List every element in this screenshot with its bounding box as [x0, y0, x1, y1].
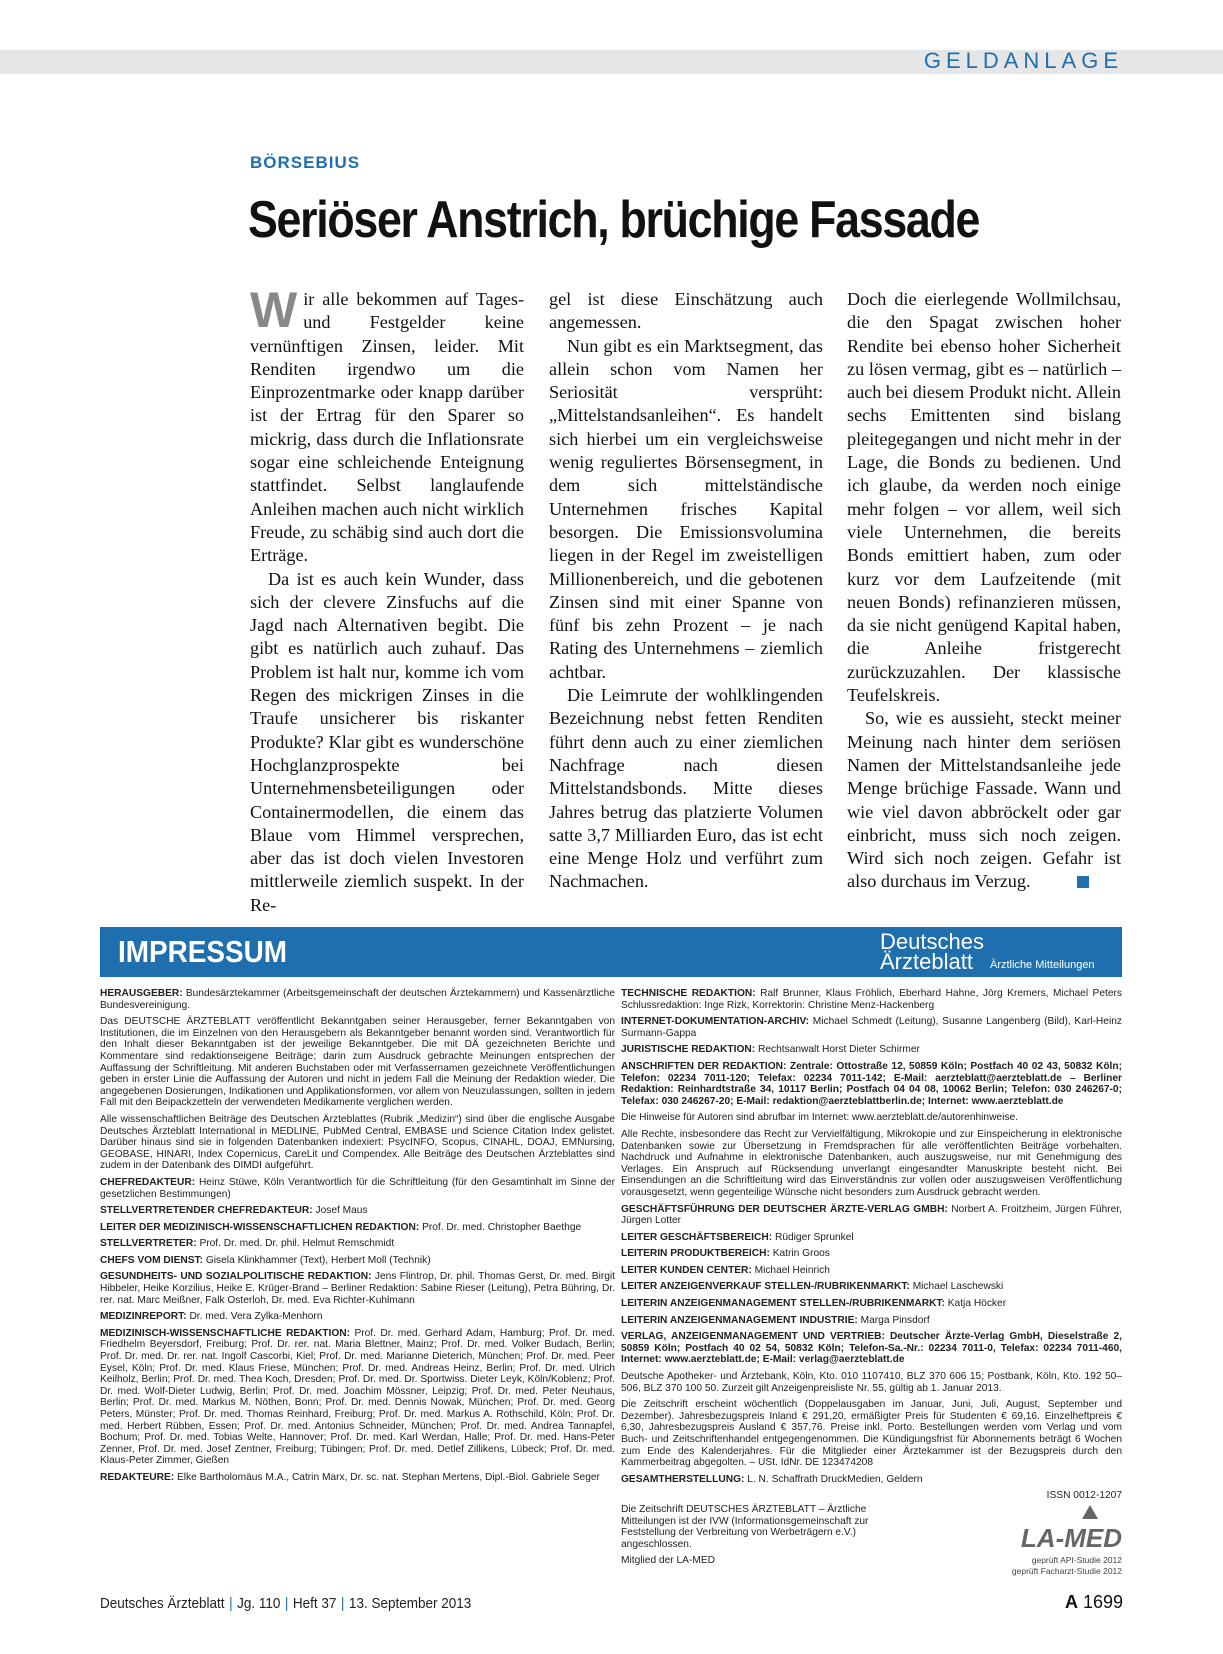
impressum-text: Norbert A. Froitzheim, Jürgen Führer, Jürgen Lotter: [621, 1203, 1122, 1227]
impressum-text: Deutsche Apotheker- und Ärztebank, Köln, Kto. 010 1107410, BLZ 370 606 15; Postbank, Köln, Kto. 192 50–506, BLZ 370 100 50. Zurzeit gilt Anzeigenpreisliste Nr. 55, gültig ab 1. Januar 2013.: [621, 1371, 1122, 1394]
impressum-entry: [621, 1044, 1122, 1056]
impressum-label: MEDIZINREPORT:: [100, 1311, 187, 1323]
page-number: [1065, 1592, 1123, 1613]
logo-line-1: Deutsches: [880, 929, 984, 954]
paragraph: gel ist diese Einschätzung auch angemessen.: [549, 289, 823, 333]
impressum-entry: [621, 1474, 1122, 1486]
article-column-1: [250, 282, 524, 917]
lamed-study-1: geprüft API-Studie 2012: [1031, 1555, 1122, 1565]
impressum-text: Michael Laschewski: [912, 1281, 1004, 1293]
impressum-text: Katrin Groos: [772, 1248, 830, 1260]
impressum-label: JURISTISCHE REDAKTION:: [621, 1044, 756, 1056]
impressum-entry: [100, 1271, 615, 1306]
page-prefix: A: [1064, 1592, 1078, 1612]
impressum-entry: [621, 1399, 1122, 1469]
impressum-text: Jens Flintrop, Dr. phil. Thomas Gerst, Dr. med. Birgit Hibbeler, Heike Korzilius, Heike E. Krüger-Brand – Berliner Redaktion: Sabine Rieser (Leitung), Petra Bühring, Dr. rer. nat. Marc Meißner, Falk Osterloh, Dr. med. Eva Richter-Kuhlmann: [100, 1271, 615, 1306]
impressum-entry: [621, 1281, 1122, 1293]
impressum-text: Dr. med. Vera Zylka-Menhorn: [189, 1311, 323, 1323]
impressum-text: Michael Schmedt (Leitung), Susanne Langenberg (Bild), Karl-Heinz Surmann-Gappa: [621, 1016, 1122, 1039]
impressum-entry: [100, 1472, 615, 1484]
impressum-text: Prof. Dr. med. Gerhard Adam, Hamburg; Prof. Dr. med. Friedhelm Beyersdorf, Freiburg; Prof. Dr. rer. nat. Maria Blettner, Mainz; Prof. Dr. med. Volker Budach, Berlin; Prof. Dr. med. Dr. rer. nat. Ingolf Cascorbi, Kiel; Prof. Dr. med. Marianne Dieterich, München; Prof. Dr. med. Peer Eysel, Köln; Prof. Dr. med. Klaus Friese, München; Prof. Dr. med. Andreas Heinz, Berlin; Prof. Dr. med. Ulrich Keilholz, Berlin; Prof. Dr. med. Thea Koch, Dresden; Prof. Dr. med. Dr. Sportwiss. Dieter Leyk, Köln/Koblenz; Prof. Dr. med. Wolf-Dieter Ludwig, Berlin; Prof. Dr. med. Joachim Mössner, Leipzig; Prof. Dr. med. Peter Neuhaus, Berlin; Prof. Dr. med. Markus M. Nöthen, Bonn; Prof. Dr. med. Dennis Nowak, München; Prof. Dr. med. Georg Peters, Münster; Prof. Dr. med. Thomas Reinhard, Freiburg; Prof. Dr. med. Markus A. Rothschild, Köln; Prof. Dr. med. Herbert Rübben, Essen; Prof. Dr. med. Antonius Schneider, München; Prof. Dr. med. Andrea Tannapfel, Bochum; Prof. Dr. med. Tobias Welte, Hannover; Prof. Dr. med. Karl Werdan, Halle; Prof. Dr. med. Hans-Peter Zenner, Prof. Dr. med. Josef Zentner, Freiburg; Tübingen; Prof. Dr. med. Detlef Zillikens, Lübeck; Prof. Dr. med. Klaus-Peter Zimmer, Gießen: [100, 1327, 615, 1467]
impressum-entry: [621, 988, 1122, 1011]
impressum-entry: [100, 1016, 615, 1109]
impressum-entry: [621, 1248, 1122, 1260]
lamed-member: Mitglied der LA-MED: [621, 1555, 715, 1567]
impressum-text: Gisela Klinkhammer (Text), Herbert Moll (Technik): [205, 1254, 431, 1266]
article-title: Seriöser Anstrich, brüchige Fassade: [248, 191, 980, 249]
impressum-entry: [621, 1232, 1122, 1244]
impressum-right-column: [621, 988, 1122, 1572]
impressum-label: STELLVERTRETENDER CHEFREDAKTEUR:: [100, 1205, 313, 1217]
impressum-entry: [100, 1238, 615, 1250]
impressum-text: L. N. Schaffrath DruckMedien, Geldern: [747, 1473, 923, 1485]
ivw-note: Die Zeitschrift DEUTSCHES ÄRZTEBLATT – Ärztliche Mitteilungen ist der IVW (Informationsgemeinschaft zur Feststellung der Verbreitung von Werbeträgern e.V.) angeschlossen.: [621, 1503, 869, 1550]
impressum-label: TECHNISCHE REDAKTION:: [621, 988, 756, 999]
impressum-label: LEITERIN ANZEIGENMANAGEMENT INDUSTRIE:: [621, 1314, 858, 1326]
lamed-logo: LA-MED: [1020, 1523, 1122, 1553]
impressum-entry: [621, 1129, 1122, 1199]
impressum-text: Die Zeitschrift erscheint wöchentlich (Doppelausgaben im Januar, Juni, Juli, August, September und Dezember). Jahresbezugspreis Inland € 291,20, ermäßigter Preis für Studenten € 69,16. Einzelheftpreis € 6,30, Jahresbezugspreis Ausland € 357,76. Preise inkl. Porto. Bestellungen werden vom Verlag und vom Buch- und Zeitschriftenhandel entgegengenommen. Die Kündigungsfrist für Abonnements beträgt 6 Wochen zum Ende des Kalenderjahres. Für die Mitglieder einer Ärztekammer ist der Bezugspreis durch den Kammerbeitrag abgegolten. – USt. IdNr. DE 123474208: [621, 1399, 1122, 1469]
logo-line-2: Ärzteblatt: [880, 949, 973, 974]
footer-volume: Jg. 110: [237, 1595, 281, 1612]
issn: ISSN 0012-1207: [1046, 1490, 1122, 1502]
paragraph: Nun gibt es ein Marktsegment, das allein schon vom Namen her Seriosität versprüht: „Mittelstandsanleihen“. Es handelt sich hierbei um ein vergleichsweise wenig reguliertes Börsensegment, in dem sich mittelständische Unternehmen frisches Kapital besorgen. Die Emissionsvolumina liegen in der Regel im zweistelligen Millionenbereich, und die gebotenen Zinsen sind mit einer Spanne von fünf bis zehn Prozent – je nach Rating des Unternehmens – ziemlich achtbar.: [549, 335, 823, 682]
impressum-text: Alle Rechte, insbesondere das Recht zur Vervielfältigung, Mikrokopie und zur Einspeicherung in elektronische Datenbanken sowie zur Übersetzung in Fremdsprachen für alle veröffentlichten Beiträge vorbehalten. Nachdruck und Aufnahme in elektronische Datenbanken, auch auszugsweise, nur mit Genehmigung des Verlages. Ein Anspruch auf Rücksendung unverlangt eingesandter Manuskripte besteht nicht. Bei Einsendungen an die Schriftleitung wird das Einverständnis zur vollen oder auszugsweisen Veröffentlichung vorausgesetzt, wenn gegenteilige Wünsche nicht besonders zum Ausdruck gebracht werden.: [621, 1128, 1122, 1198]
impressum-entry: [100, 988, 615, 1011]
impressum-label: LEITER KUNDEN CENTER:: [621, 1264, 752, 1276]
impressum-label: STELLVERTRETER:: [100, 1238, 197, 1250]
impressum-entry: [100, 1255, 615, 1267]
impressum-text: Josef Maus: [315, 1205, 368, 1217]
impressum-entry: [100, 1222, 615, 1234]
impressum-entry: [621, 1061, 1122, 1107]
impressum-text: Prof. Dr. med. Christopher Baethge: [422, 1221, 582, 1233]
dropcap: W: [250, 282, 298, 338]
impressum-text: Rechtsanwalt Horst Dieter Schirmer: [758, 1044, 920, 1056]
impressum-text: Heinz Stüwe, Köln Verantwortlich für die Schriftleitung (für den Gesamtinhalt im Sinne der gesetzlichen Bestimmungen): [100, 1176, 615, 1200]
impressum-text: Marga Pinsdorf: [860, 1314, 930, 1326]
lamed-study-2: geprüft Facharzt-Studie 2012: [1011, 1566, 1122, 1576]
impressum-text: Bundesärztekammer (Arbeitsgemeinschaft der deutschen Ärztekammern) und Kassenärztliche Bundesvereinigung.: [100, 988, 615, 1011]
impressum-label: LEITERIN ANZEIGENMANAGEMENT STELLEN-/RUBRIKENMARKT:: [621, 1298, 945, 1310]
impressum-entry: [621, 1315, 1122, 1327]
impressum-text: Die Hinweise für Autoren sind abrufbar im Internet: www.aerzteblatt.de/autorenhinweise.: [621, 1112, 1018, 1124]
article-column-2: [549, 288, 823, 894]
impressum-entry: [621, 1298, 1122, 1310]
impressum-label: GESUNDHEITS- UND SOZIALPOLITISCHE REDAKTION:: [100, 1271, 372, 1283]
impressum-entry: [100, 1311, 615, 1323]
impressum-label: GESAMTHERSTELLUNG:: [621, 1473, 745, 1485]
footer-journal: Deutsches Ärzteblatt: [100, 1595, 225, 1612]
article-column-3: [847, 288, 1121, 894]
end-mark-icon: [1077, 876, 1089, 888]
impressum-label: GESCHÄFTSFÜHRUNG DER DEUTSCHER ÄRZTE-VERLAG GMBH:: [621, 1203, 948, 1215]
impressum-text: Alle wissenschaftlichen Beiträge des Deutschen Ärzteblattes (Rubrik „Medizin“) sind über die englische Ausgabe Deutsches Ärzteblatt International in MEDLINE, PubMed Central, EMBASE und Science Citation Index gelistet. Darüber hinaus sind sie in folgenden Datenbanken indexiert: PsycINFO, Scopus, CINAHL, DOAJ, EMNursing, GEOBASE, HINARI, Index Copernicus, CareLit und Compendex. Alle Beiträge des Deutschen Ärzteblattes sind zudem in der Datenbank des DIMDI aufgeführt.: [100, 1113, 615, 1172]
impressum-entry: [100, 1205, 615, 1217]
impressum-entry: [100, 1114, 615, 1172]
impressum-text: Prof. Dr. med. Dr. phil. Helmut Remschmidt: [199, 1238, 395, 1250]
impressum-entry: [100, 1328, 615, 1467]
impressum-entry: [621, 1331, 1122, 1366]
impressum-entry: [621, 1265, 1122, 1277]
paragraph: Doch die eierlegende Wollmilchsau, die den Spagat zwischen hoher Rendite bei ebenso hoher Sicherheit zu lösen vermag, gibt es – natürlich – auch bei diesem Produkt nicht. Allein sechs Emittenten sind bislang pleitegegangen und nicht mehr in der Lage, die Bonds zu bedienen. Und ich glaube, da werden noch einige mehr folgen – vor allem, weil sich viele Unternehmen, die bereits Bonds emittiert haben, zum oder kurz vor dem Laufzeitende (mit neuen Bonds) refinanzieren müssen, da sie nicht genügend Kapital haben, die Anleihe fristgerecht zurückzuzahlen. Der klassische Teufelskreis.: [847, 289, 1121, 706]
paragraph-text: So, wie es aussieht, steckt meiner Meinung nach hinter dem seriösen Namen der Mittelstandsanleihe jede Menge brüchige Fassade. Wann und wie viel davon abbröckelt oder gar einbricht, muss sich noch zeigen. Wird sich noch zeigen. Gefahr ist also durchaus im Verzug.: [847, 708, 1121, 892]
page-value: 1699: [1082, 1592, 1123, 1612]
footer-date: 13. September 2013: [348, 1595, 472, 1612]
impressum-entry: [621, 1371, 1122, 1394]
impressum-entry: [621, 1204, 1122, 1227]
impressum-label: MEDIZINISCH-WISSENSCHAFTLICHE REDAKTION:: [100, 1327, 351, 1339]
journal-logo: [872, 927, 1122, 977]
paragraph: Die Leimrute der wohlklingenden Bezeichnung nebst fetten Renditen führt denn auch zu einer ziemlichen Nachfrage nach diesen Mittelstandsbonds. Mitte dieses Jahres betrug das platzierte Volumen satte 3,7 Milliarden Euro, das ist echt eine Menge Holz und verführt zum Nachmachen.: [549, 685, 823, 892]
impressum-text: Elke Bartholomäus M.A., Catrin Marx, Dr. sc. nat. Stephan Mertens, Dipl.-Biol. Gabriele Seger: [177, 1471, 600, 1483]
impressum-text: Ralf Brunner, Klaus Fröhlich, Eberhard Hahne, Jörg Kremers, Michael Peters Schlussredaktion: Inge Rizk, Korrektorin: Christine Menz-Hackenberg: [621, 988, 1122, 1011]
impressum-label: LEITER GESCHÄFTSBEREICH:: [621, 1231, 773, 1243]
impressum-label: LEITER DER MEDIZINISCH-WISSENSCHAFTLICHEN REDAKTION:: [100, 1221, 420, 1233]
impressum-label: VERLAG, ANZEIGENMANAGEMENT UND VERTRIEB: Deutscher Ärzte-Verlag GmbH, Dieselstraße 2, 50859 Köln; Postfach 40 02 54, 50832 Köln; Telefon-Sa.-Nr.: 02234 7011-0, Telefax: 02234 7011-460, Internet: www.aerzteblatt.de; E-Mail: verlag@aerzteblatt.de: [621, 1331, 1122, 1366]
impressum-text: Michael Heinrich: [754, 1264, 830, 1276]
paragraph: Da ist es auch kein Wunder, dass sich der clevere Zinsfuchs auf die Jagd nach Alternativen begibt. Die gibt es natürlich auch zuhauf. Das Problem ist halt nur, komme ich vom Regen des mickrigen Zinses in die Traufe unsicherer bis riskanter Produkte? Klar gibt es wunderschöne Hochglanzprospekte bei Unternehmensbeteiligungen oder Containermodellen, die einem das Blaue vom Himmel versprechen, aber das ist doch vielen Investoren mittlerweile ziemlich suspekt. In der Re-: [250, 568, 524, 915]
section-tag: GELDANLAGE: [923, 48, 1123, 73]
impressum-label: INTERNET-DOKUMENTATION-ARCHIV:: [621, 1016, 810, 1028]
impressum-left-column: [100, 988, 615, 1489]
impressum-label: CHEFS VOM DIENST:: [100, 1254, 204, 1266]
impressum-label: LEITERIN PRODUKTBEREICH:: [621, 1248, 770, 1260]
impressum-text: Das DEUTSCHE ÄRZTEBLATT veröffentlicht Bekanntgaben seiner Herausgeber, ferner Bekanntgaben von Institutionen, die im Einzelnen von den Herausgebern als Bekanntgeber benannt worden sind. Verantwortlich für den Inhalt dieser Bekanntgaben ist der jeweilige Bekanntgeber. Die mit DÄ gezeichneten Berichte und Kommentare sind redaktionseigene Beiträge; darin zum Ausdruck gebrachte Meinungen entsprechen der Auffassung der Schriftleitung. Mit anderen Buchstaben oder mit Verfassernamen gezeichnete Veröffentlichungen geben in erster Linie die Auffassung der Autoren und nicht in jedem Fall die Meinung der Redaktion wieder. Die angegebenen Dosierungen, Indikationen und Applikationsformen, vor allem von Neuzulassungen, sollten in jedem Fall mit den Beipackzetteln der verwendeten Medikamente verglichen werden.: [100, 1016, 615, 1109]
impressum-label: ANSCHRIFTEN DER REDAKTION: Zentrale: Ottostraße 12, 50859 Köln; Postfach 40 02 43, 50832 Köln; Telefon: 02234 7011-120; Telefax: 02234 7011-142; E-Mail: aerzteblatt@aerzteblatt.de – Berliner Redaktion: Reinhardtstraße 34, 10117 Berlin; Postfach 04 04 08, 10062 Berlin; Telefon: 030 246267-0; Telefax: 030 246267-20; E-Mail: redaktion@aerzteblattberlin.de; Internet: www.aerzteblatt.de: [621, 1060, 1122, 1107]
paragraph: [847, 707, 1121, 893]
article-kicker: BÖRSEBIUS: [250, 153, 361, 172]
impressum-label: REDAKTEURE:: [100, 1471, 175, 1483]
impressum-text: Rüdiger Sprunkel: [774, 1231, 854, 1243]
impressum-entry: [100, 1177, 615, 1200]
impressum-label: HERAUSGEBER:: [100, 988, 183, 999]
impressum-label: LEITER ANZEIGENVERKAUF STELLEN-/RUBRIKENMARKT:: [621, 1281, 910, 1293]
impressum-entry: [621, 1112, 1122, 1124]
logo-subtitle: Ärztliche Mitteilungen: [990, 959, 1095, 971]
impressum-label: CHEFREDAKTEUR:: [100, 1176, 196, 1188]
paragraph: [250, 282, 524, 568]
page-footer: Deutsches Ärzteblatt | Jg. 110 | Heft 37 | 13. September 2013: [100, 1595, 472, 1612]
impressum-entry: [621, 1016, 1122, 1039]
warning-triangle-icon: [1082, 1505, 1098, 1519]
lamed-badge: [1004, 1505, 1122, 1585]
footer-issue: Heft 37: [292, 1595, 337, 1612]
paragraph-text: ir alle bekommen auf Tages- und Festgelder keine vernünftigen Zinsen, leider. Mit Renditen irgendwo um die Einprozentmarke oder knapp darüber ist der Ertrag für den Sparer so mickrig, dass durch die Inflationsrate sogar eine schleichende Enteignung stattfindet. Selbst langlaufende Anleihen machen auch nicht wirklich Freude, zu schäbig sind auch dort die Erträge.: [250, 289, 524, 566]
impressum-text: Katja Höcker: [947, 1298, 1007, 1310]
impressum-title: IMPRESSUM: [118, 934, 287, 969]
